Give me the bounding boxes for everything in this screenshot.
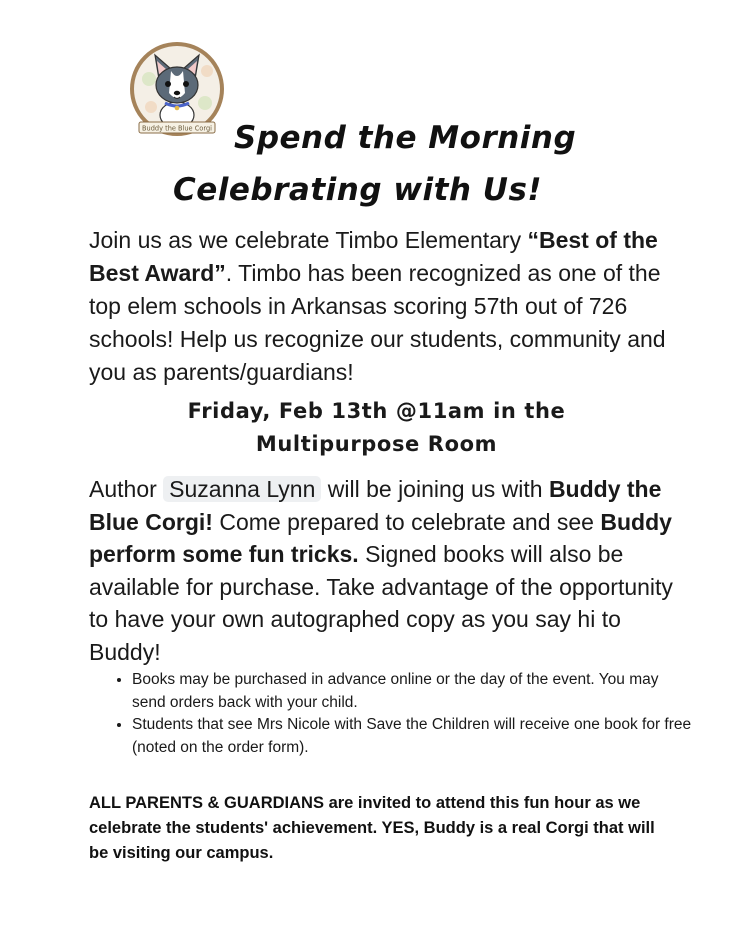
award-name: “Best of the Best Award”	[89, 227, 658, 286]
author-name-chip[interactable]: Suzanna Lynn	[163, 476, 321, 502]
event-date-time: Friday, Feb 13th @11am in the	[187, 399, 566, 423]
closing-text: are invited to attend this fun hour as we celebrate the students' achievement. YES, Buddy is a real Corgi that will be visiting our campus.	[89, 794, 655, 862]
list-item: • Books may be purchased in advance online or the day of the event. You may send orders back with your child.	[132, 669, 692, 714]
closing-lead: ALL PARENTS & GUARDIANS	[89, 794, 324, 812]
notes-list	[108, 669, 692, 759]
author-text-3: Come prepared to celebrate and see	[212, 508, 601, 535]
title-line-1: Spend the Morning	[234, 120, 577, 156]
author-text-1: Author	[89, 476, 164, 502]
title-line-2: Celebrating with Us!	[173, 172, 543, 208]
author-paragraph	[89, 473, 689, 668]
event-details	[89, 395, 664, 461]
list-item: • Students that see Mrs Nicole with Save the Children will receive one book for free (noted on the order form).	[132, 714, 692, 759]
intro-text-1: Join us as we celebrate Timbo Elementary	[89, 227, 528, 253]
page-title	[170, 112, 650, 216]
intro-text-2: . Timbo has been recognized as one of the top elem schools in Arkansas scoring 57th out of 726 schools! Help us recognize our students, community and you as parents/guardians!	[89, 260, 666, 385]
intro-paragraph	[89, 224, 689, 389]
closing-paragraph	[89, 791, 669, 866]
event-location: Multipurpose Room	[255, 432, 498, 456]
buddy-name: Buddy the Blue Corgi!	[89, 476, 662, 535]
tricks-highlight: Buddy perform some fun tricks.	[89, 508, 672, 567]
logo-banner-text: Buddy the Blue Corgi	[142, 124, 212, 133]
author-text-4: Signed books will also be available for purchase. Take advantage of the opportunity to have your own autographed copy as you say hi to Buddy!	[89, 541, 673, 665]
author-text-2: will be joining us with	[321, 476, 549, 502]
